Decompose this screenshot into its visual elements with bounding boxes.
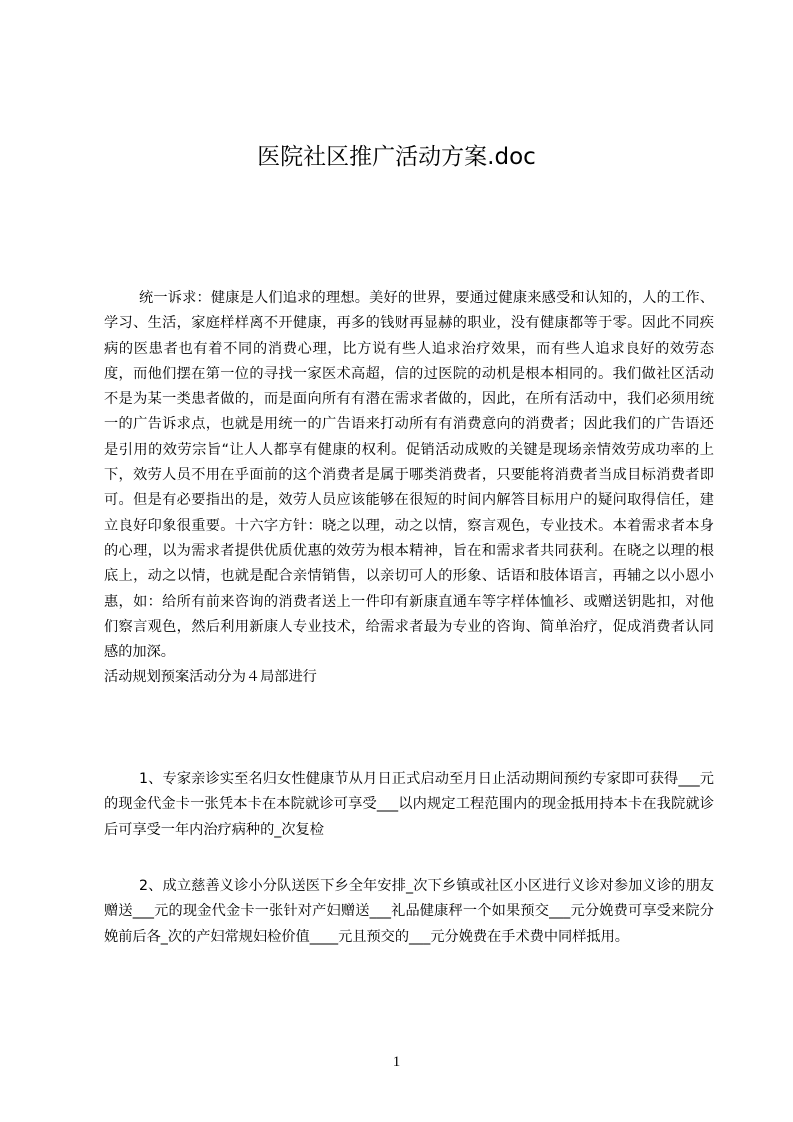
paragraph-expert-consultation [104,767,714,843]
activity-plan-note: 活动规划预案活动分为４局部进行 [104,669,317,686]
paragraph-text: 统一诉求：健康是人们追求的理想。美好的世界，要通过健康来感受和认知的，人的工作、学习、生活，家庭样样离不开健康，再多的钱财再显赫的职业，没有健康都等于零。因此不同疾病的医患者也有着不同的消费心理，比方说有些人追求治疗效果，而有些人追求良好的效劳态度，而他们摆在第一位的寻找一家医术高超，信的过医院的动机是根本相同的。我们做社区活动不是为某一类患者做的，而是面向所有有潜在需求者做的，因此，在所有活动中，我们必须用统一的广告诉求点，也就是用统一的广告语来打动所有有消费意向的消费者；因此我们的广告语还是引用的效劳宗旨“让人人都享有健康的权利。促销活动成败的关键是现场亲情效劳成功率的上下，效劳人员不用在乎面前的这个消费者是属于哪类消费者，只要能将消费者当成目标消费者即可。但是有必要指出的是，效劳人员应该能够在很短的时间内解答目标用户的疑问取得信任，建立良好印象很重要。十六字方针：晓之以理，动之以情，察言观色，专业技术。本着需求者本身的心理，以为需求者提供优质优惠的效劳为根本精神，旨在和需求者共同获利。在晓之以理的根底上，动之以情，也就是配合亲情销售，以亲切可人的形象、话语和肢体语言，再辅之以小恩小惠，如：给所有前来咨询的消费者送上一件印有新康直通车等字样体恤衫、或赠送钥匙扣，对他们察言观色，然后利用新康人专业技术，给需求者最为专业的咨询、简单治疗，促成消费者认同感的加深。 [104,290,714,661]
paragraph-unified-appeal [104,286,714,691]
paragraph-charity-clinic [104,874,714,950]
paragraph-text: 2、成立慈善义诊小分队送医下乡全年安排_次下乡镇或社区小区进行义诊对参加义诊的朋友赠送___元的现金代金卡一张针对产妇赠送___礼品健康秤一个如果预交___元分娩费可享受来院分娩前后各_次的产妇常规妇检价值____元且预交的___元分娩费在手术费中同样抵用。 [104,878,714,945]
document-title: 医院社区推广活动方案.doc [257,144,536,170]
page-number: 1 [392,1054,401,1070]
paragraph-text: 1、专家亲诊实至名归女性健康节从月日正式启动至月日止活动期间预约专家即可获得___元的现金代金卡一张凭本卡在本院就诊可享受___以内规定工程范围内的现金抵用持本卡在我院就诊后可享受一年内治疗病种的_次复检 [104,771,714,838]
